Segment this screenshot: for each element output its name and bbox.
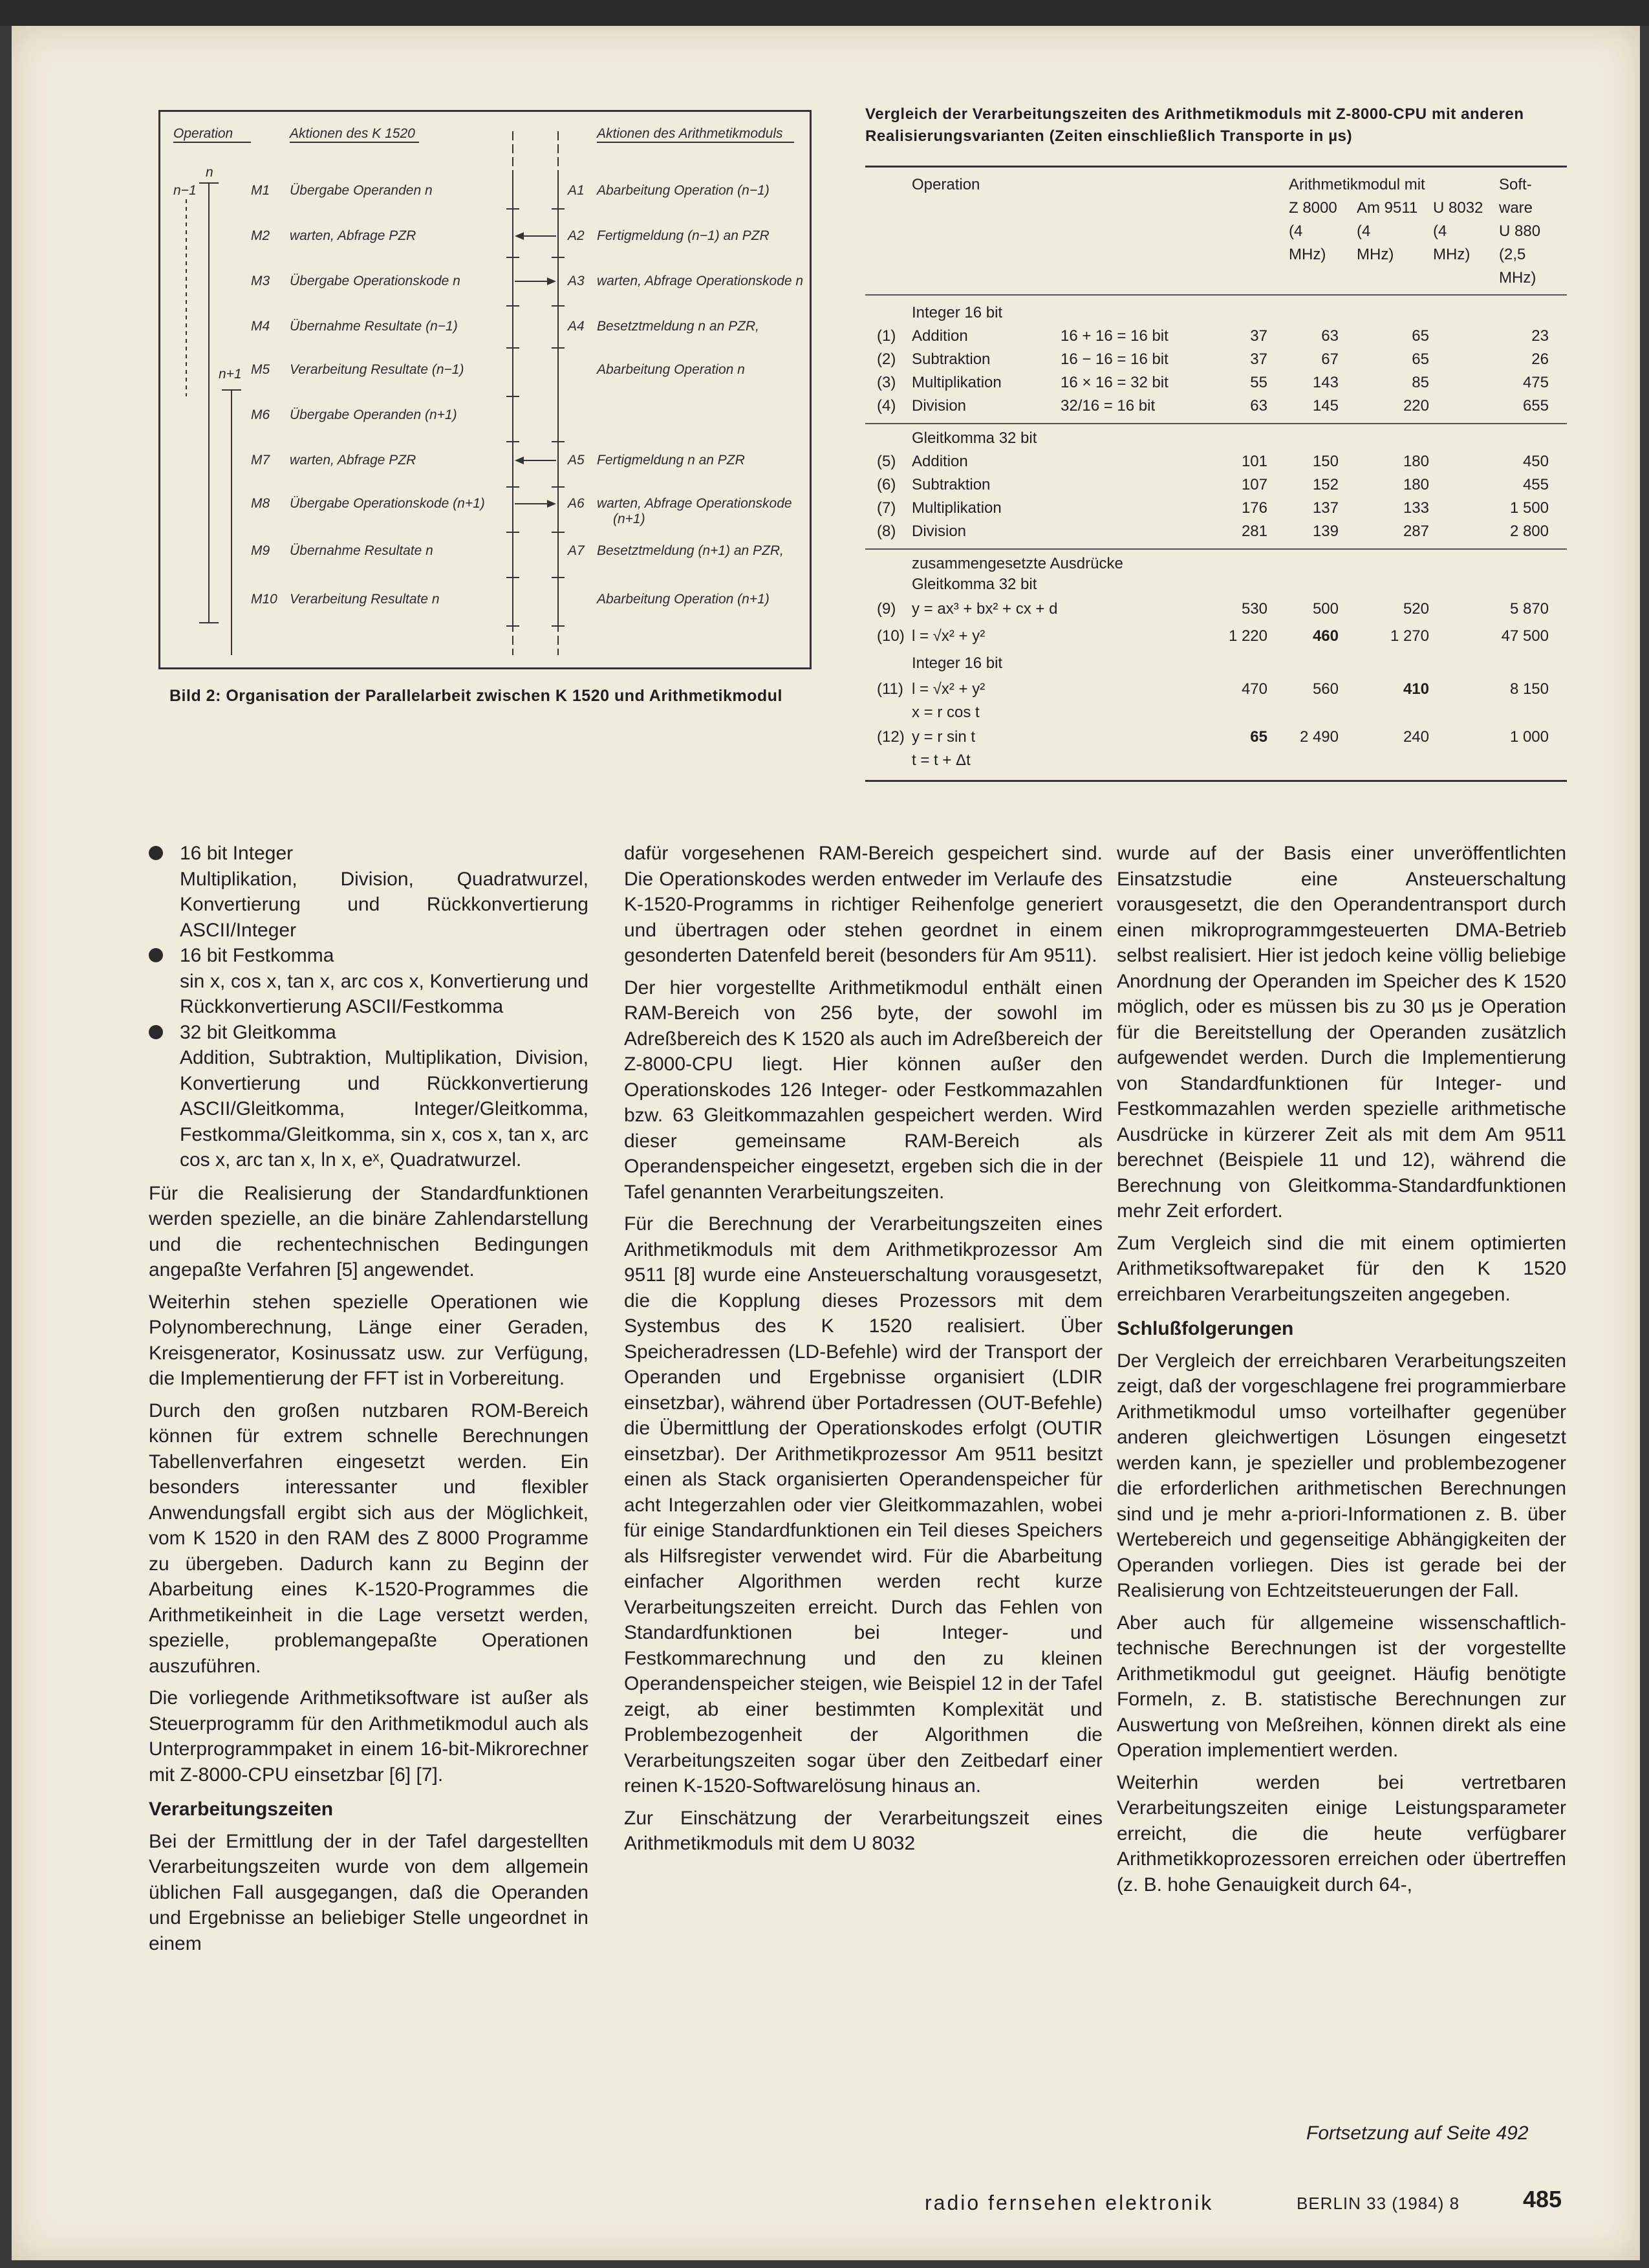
svg-text:M2: M2 bbox=[251, 228, 270, 243]
svg-text:M1: M1 bbox=[251, 183, 270, 198]
th-mhz2-0: MHz) bbox=[1289, 246, 1326, 263]
table-cell: 530 bbox=[1241, 600, 1267, 618]
table-cell: 520 bbox=[1403, 600, 1429, 618]
th-mhz2-3: MHz) bbox=[1499, 269, 1536, 286]
th-mhz2-1: MHz) bbox=[1357, 246, 1394, 263]
table-cell: 37 bbox=[1250, 351, 1267, 368]
table-cell: 143 bbox=[1312, 374, 1339, 391]
table-cell: 1 220 bbox=[1228, 627, 1267, 645]
table-row-operation: Division bbox=[912, 397, 967, 415]
svg-text:Abarbeitung Operation (n+1): Abarbeitung Operation (n+1) bbox=[597, 592, 770, 607]
table-row-format: 32/16 = 16 bit bbox=[1061, 397, 1156, 415]
paragraph: Der Vergleich der erreichbaren Verarbeitungszeiten zeigt, daß der vorgeschlagene frei programmierbare Arithmetikmodul umso vorteilhafter gegenüber anderen gleichwertigen Lösungen eingesetzt werden kann, je spezieller und problembezogener die erforderlichen arithmetischen Berechnungen sind und je mehr a-priori-Informationen z. B. über Wertebereich und gegenseitige Abhängigkeiten der Operanden vorliegen. Dies ist gerade bei der Realisierung von Echtzeitsteuerungen der Fall. bbox=[1117, 1350, 1566, 1601]
fig-row-2 bbox=[251, 228, 770, 243]
fig-row-3 bbox=[251, 274, 803, 288]
th-mhz-1: (4 bbox=[1357, 222, 1371, 240]
fig-row-8 bbox=[251, 496, 792, 526]
svg-text:Fertigmeldung (n−1) an PZR: Fertigmeldung (n−1) an PZR bbox=[597, 228, 770, 243]
paragraph: Aber auch für allgemeine wissenschaftlich-technische Berechnungen ist der vorgestellte Arithmetikmodul gut geeignet. Häufig benötigte Formeln, z. B. statistische Berechnungen zur Auswertung von Meßreihen, können direkt als eine Operation implementiert werden. bbox=[1117, 1612, 1566, 1761]
table-row-number: (12) bbox=[877, 728, 905, 746]
table-cell: 1 270 bbox=[1390, 627, 1429, 645]
fig-row-9 bbox=[251, 543, 784, 558]
table-group-label: zusammengesetzte Ausdrücke bbox=[912, 555, 1123, 572]
svg-text:Übergabe Operationskode n: Übergabe Operationskode n bbox=[290, 274, 460, 288]
text-column-3 bbox=[1117, 841, 1566, 1904]
svg-text:M10: M10 bbox=[251, 592, 277, 607]
table-cell: 410 bbox=[1403, 680, 1429, 698]
fig-row-5 bbox=[251, 362, 745, 377]
table-cell: 176 bbox=[1241, 499, 1267, 517]
scan-top-edge bbox=[0, 0, 1649, 26]
table-title: Vergleich der Verarbeitungszeiten des Arithmetikmoduls mit Z-8000-CPU mit anderen Realisierungsvarianten (Zeiten einschließlich Transporte in µs) bbox=[865, 105, 1524, 145]
table-cell: 65 bbox=[1412, 327, 1429, 345]
svg-text:warten, Abfrage Operationskode: warten, Abfrage Operationskode bbox=[597, 496, 792, 511]
table-cell: 220 bbox=[1403, 397, 1429, 415]
th-operation: Operation bbox=[912, 176, 980, 193]
text-column-2 bbox=[624, 841, 1103, 1863]
bullet-icon bbox=[149, 846, 163, 860]
table-row-operation: Multiplikation bbox=[912, 499, 1002, 517]
paragraph: Weiterhin werden bei vertretbaren Verarbeitungszeiten einige Leistungsparameter erreicht, die die heute verfügbarer Arithmetikkoprozessoren erreichen oder übertreffen (z. B. hohe Genauigkeit durch 64-, bbox=[1117, 1771, 1566, 1895]
table-cell: 101 bbox=[1241, 453, 1267, 470]
svg-text:Besetztmeldung n an PZR,: Besetztmeldung n an PZR, bbox=[597, 319, 759, 334]
parallel-organization-diagram bbox=[160, 112, 814, 671]
table-cell: 152 bbox=[1312, 476, 1339, 493]
th-col-2: U 8032 bbox=[1433, 199, 1483, 217]
svg-text:Verarbeitung Resultate n: Verarbeitung Resultate n bbox=[290, 592, 440, 607]
table-cell: 287 bbox=[1403, 523, 1429, 540]
table-cell: 47 500 bbox=[1501, 627, 1549, 645]
table-cell: 67 bbox=[1321, 351, 1339, 368]
table-cell: 37 bbox=[1250, 327, 1267, 345]
list-item: 16 bit Integer Multiplikation, Division, Quadratwurzel, Konvertierung und Rückkonvertierung ASCII/Integer bbox=[149, 841, 588, 943]
svg-text:M4: M4 bbox=[251, 319, 270, 334]
paragraph: Für die Realisierung der Standardfunktionen werden spezielle, an die binäre Zahlendarstellung und die rechentechnischen Bedingungen angepaßte Verfahren [5] angewendet. bbox=[149, 1182, 588, 1280]
svg-text:M3: M3 bbox=[251, 274, 270, 288]
table-cell: 133 bbox=[1403, 499, 1429, 517]
svg-text:Abarbeitung Operation n: Abarbeitung Operation n bbox=[597, 362, 745, 377]
svg-text:A4: A4 bbox=[568, 319, 585, 334]
table-row-operation: l = √x² + y² bbox=[912, 627, 986, 645]
fig-row-10 bbox=[251, 592, 770, 607]
table-cell: 63 bbox=[1250, 397, 1267, 415]
table-cell: 240 bbox=[1403, 728, 1429, 746]
paragraph: Bei der Ermittlung der in der Tafel dargestellten Verarbeitungszeiten wurde von dem allgemein üblichen Fall ausgegangen, daß die Operanden und Ergebnisse an beliebiger Stelle ungeordnet in einem bbox=[149, 1830, 588, 1954]
th-mhz-2: (4 bbox=[1433, 222, 1447, 240]
table-group-label: Gleitkomma 32 bit bbox=[912, 576, 1037, 593]
svg-text:Verarbeitung Resultate (n−1): Verarbeitung Resultate (n−1) bbox=[290, 362, 464, 377]
table-cell: 2 490 bbox=[1299, 728, 1339, 746]
bullet-icon bbox=[149, 948, 163, 962]
section-heading: Verarbeitungszeiten bbox=[149, 1798, 334, 1820]
figure-box bbox=[158, 110, 812, 669]
table-row-number: (9) bbox=[877, 600, 896, 618]
table-row-operation: Division bbox=[912, 523, 967, 540]
table-cell: 63 bbox=[1321, 327, 1339, 345]
paragraph: Zur Einschätzung der Verarbeitungszeit eines Arithmetikmoduls mit dem U 8032 bbox=[624, 1807, 1103, 1854]
table-cell: 145 bbox=[1312, 397, 1339, 415]
table-row-operation: x = r cos t bbox=[912, 704, 980, 721]
table-cell: 85 bbox=[1412, 374, 1429, 391]
table-row-operation: t = t + Δt bbox=[912, 751, 971, 769]
continuation-note: Fortsetzung auf Seite 492 bbox=[1306, 2122, 1529, 2144]
table-cell: 137 bbox=[1312, 499, 1339, 517]
table-row-number: (3) bbox=[877, 374, 896, 391]
paragraph: dafür vorgesehenen RAM-Bereich gespeichert sind. Die Operationskodes werden entweder im Verlaufe des K-1520-Programms in richtiger Reihenfolge generiert und übertragen oder stehen geordnet in einem gesonderten Datenfeld bereit (besonders für Am 9511). bbox=[624, 843, 1103, 966]
table-row-number: (6) bbox=[877, 476, 896, 493]
svg-text:Abarbeitung Operation (n−1): Abarbeitung Operation (n−1) bbox=[597, 183, 770, 198]
table-cell: 180 bbox=[1403, 476, 1429, 493]
table-group-label: Integer 16 bit bbox=[912, 304, 1003, 321]
table-row-operation: Addition bbox=[912, 453, 968, 470]
table-cell: 500 bbox=[1312, 600, 1339, 618]
table-row-format: 16 − 16 = 16 bit bbox=[1061, 351, 1169, 368]
svg-text:(n+1): (n+1) bbox=[613, 512, 645, 526]
svg-text:A7: A7 bbox=[568, 543, 585, 558]
svg-text:Übergabe Operanden (n+1): Übergabe Operanden (n+1) bbox=[290, 407, 457, 422]
fig-header-k1520: Aktionen des K 1520 bbox=[290, 126, 415, 141]
svg-text:M9: M9 bbox=[251, 543, 270, 558]
table-row-operation: y = r sin t bbox=[912, 728, 976, 746]
table-cell: 55 bbox=[1250, 374, 1267, 391]
svg-text:Übergabe Operanden n: Übergabe Operanden n bbox=[290, 183, 433, 198]
table-row-operation: Multiplikation bbox=[912, 374, 1002, 391]
table-row-operation: Subtraktion bbox=[912, 476, 991, 493]
table-row-number: (2) bbox=[877, 351, 896, 368]
table-cell: 180 bbox=[1403, 453, 1429, 470]
fig-header-arith: Aktionen des Arithmetikmoduls bbox=[597, 126, 783, 141]
text-column-1 bbox=[149, 841, 588, 1963]
fig-row-7 bbox=[251, 453, 745, 468]
table-row-operation: Addition bbox=[912, 327, 968, 345]
th-col-1: Am 9511 bbox=[1357, 199, 1418, 217]
fig-marker-n-minus-1: n−1 bbox=[173, 183, 197, 198]
svg-text:warten, Abfrage PZR: warten, Abfrage PZR bbox=[290, 453, 416, 468]
table-row-operation: y = ax³ + bx² + cx + d bbox=[912, 600, 1058, 618]
paragraph: Der hier vorgestellte Arithmetikmodul enthält einen RAM-Bereich von 256 byte, der sowohl im Adreßbereich des K 1520 als auch im Adreßbereich der Z-8000-CPU liegt. Hier können außer den Operationskodes 126 Integer- oder Festkommazahlen bzw. 63 Gleitkommazahlen gespeichert werden. Wird dieser gemeinsame RAM-Bereich als Operandenspeicher eingesetzt, ergeben sich die in der Tafel genannten Verarbeitungszeiten. bbox=[624, 977, 1103, 1203]
section-heading: Schlußfolgerungen bbox=[1117, 1318, 1294, 1339]
svg-text:A3: A3 bbox=[568, 274, 585, 288]
svg-text:Übergabe Operationskode (n+1): Übergabe Operationskode (n+1) bbox=[290, 496, 485, 511]
table-cell: 23 bbox=[1531, 327, 1549, 345]
svg-text:Fertigmeldung n an PZR: Fertigmeldung n an PZR bbox=[597, 453, 745, 468]
th-mhz-0: (4 bbox=[1289, 222, 1303, 240]
paragraph: Für die Berechnung der Verarbeitungszeiten eines Arithmetikmoduls mit dem Arithmetikprozessor Am 9511 [8] wurde eine Ansteuerschaltung vorausgesetzt, die die Kopplung dieses Prozessors mit dem Systembus des K 1520 realisiert. Über Speicheradressen (LD-Befehle) wird der Transport der Operanden und Ergebnisse organisiert (LDIR einsetzbar), während über Portadressen (OUT-Befehle) die Übermittlung der Operationskodes erfolgt (OUTIR einsetzbar). Der Arithmetikprozessor Am 9511 besitzt einen als Stack organisierten Operandenspeicher für acht Integerzahlen oder vier Gleitkommazahlen, wobei für einige Standardfunktionen ein Teil dieses Speichers als Hilfsregister verwendet wird. Für die Abarbeitung einfacher Algorithmen werden recht kurze Verarbeitungszeiten erreicht. Durch das Fehlen von Standardfunktionen bei Integer- und Festkommarechnung und den zu kleinen Operandenspeicher steigen, wie Beispiel 12 in der Tafel zeigt, ab einer bestimmten Komplexität und Problembezogenheit der Algorithmen die Verarbeitungszeiten sogar über den Zeitbedarf einer reinen K-1520-Softwarelösung hinaus an. bbox=[624, 1213, 1103, 1797]
paragraph: Zum Vergleich sind die mit einem optimierten Arithmetiksoftwarepaket für den K 1520 erreichbaren Verarbeitungszeiten angegeben. bbox=[1117, 1232, 1566, 1305]
table-cell: 1 500 bbox=[1509, 499, 1549, 517]
table-group-label: Gleitkomma 32 bit bbox=[912, 429, 1037, 447]
table-cell: 1 000 bbox=[1509, 728, 1549, 746]
svg-text:M6: M6 bbox=[251, 407, 270, 422]
list-item: 32 bit Gleitkomma Addition, Subtraktion, Multiplikation, Division, Konvertierung und Rückkonvertierung ASCII/Gleitkomma, Integer/Gleitkomma, Festkomma/Gleitkomma, sin x, cos x, tan x, arc cos x, arc tan x, ln x, eˣ, Quadratwurzel. bbox=[149, 1020, 588, 1173]
svg-text:warten, Abfrage PZR: warten, Abfrage PZR bbox=[290, 228, 416, 243]
table-cell: 139 bbox=[1312, 523, 1339, 540]
svg-text:A1: A1 bbox=[568, 183, 585, 198]
svg-text:M7: M7 bbox=[251, 453, 270, 468]
fig-row-6 bbox=[251, 407, 457, 422]
list-item: 16 bit Festkomma sin x, cos x, tan x, arc cos x, Konvertierung und Rückkonvertierung ASCII/Festkomma bbox=[149, 943, 588, 1020]
fig-header-operation: Operation bbox=[173, 126, 233, 141]
table-row-number: (8) bbox=[877, 523, 896, 540]
table-cell: 560 bbox=[1312, 680, 1339, 698]
table-cell: 470 bbox=[1241, 680, 1267, 698]
svg-text:A6: A6 bbox=[568, 496, 585, 511]
table-cell: 107 bbox=[1241, 476, 1267, 493]
table-cell: 455 bbox=[1522, 476, 1549, 493]
table-cell: 655 bbox=[1522, 397, 1549, 415]
svg-text:M8: M8 bbox=[251, 496, 270, 511]
paragraph: Weiterhin stehen spezielle Operationen wie Polynomberechnung, Länge einer Geraden, Kreisgenerator, Kosinussatz usw. zur Verfügung, die Implementierung der FFT ist in Vorbereitung. bbox=[149, 1291, 588, 1389]
paragraph: Durch den großen nutzbaren ROM-Bereich können für extrem schnelle Berechnungen Tabellenverfahren eingesetzt werden. Ein besonders interessanter und flexibler Anwendungsfall ergibt sich aus der Möglichkeit, vom K 1520 in den RAM des Z 8000 Programme zu übergeben. Dadurch kann zu Beginn der Abarbeitung eines K-1520-Programmes die Arithmetikeinheit in die Lage versetzt werden, spezielle, problemangepaßte Operationen auszuführen. bbox=[149, 1399, 588, 1677]
table-cell: 8 150 bbox=[1509, 680, 1549, 698]
fig-marker-n-plus-1: n+1 bbox=[219, 367, 242, 382]
table-row-operation: l = √x² + y² bbox=[912, 680, 986, 698]
table-cell: 281 bbox=[1241, 523, 1267, 540]
th-col-3: U 880 bbox=[1499, 222, 1541, 240]
svg-text:A5: A5 bbox=[568, 453, 585, 468]
table-group-label: Integer 16 bit bbox=[912, 654, 1003, 672]
th-arith: Arithmetikmodul mit bbox=[1289, 176, 1425, 193]
table-row-number: (10) bbox=[877, 627, 905, 645]
table-cell: 65 bbox=[1412, 351, 1429, 368]
svg-text:Besetztmeldung (n+1) an PZR,: Besetztmeldung (n+1) an PZR, bbox=[597, 543, 784, 558]
table-cell: 65 bbox=[1250, 728, 1267, 746]
table-cell: 460 bbox=[1312, 627, 1339, 645]
page-number: 485 bbox=[1523, 2186, 1562, 2212]
table-row-operation: Subtraktion bbox=[912, 351, 991, 368]
table-cell: 450 bbox=[1522, 453, 1549, 470]
svg-text:warten, Abfrage Operationskode: warten, Abfrage Operationskode n bbox=[597, 274, 804, 288]
table-top-rule bbox=[865, 166, 1567, 167]
svg-text:Übernahme Resultate n: Übernahme Resultate n bbox=[290, 543, 433, 558]
th-mhz-3: (2,5 bbox=[1499, 246, 1526, 263]
fig-row-4 bbox=[251, 319, 759, 334]
table-cell: 26 bbox=[1531, 351, 1549, 368]
fig-marker-n: n bbox=[206, 165, 213, 180]
table-cell: 2 800 bbox=[1509, 523, 1549, 540]
fig-row-1 bbox=[251, 183, 770, 198]
table-cell: 475 bbox=[1522, 374, 1549, 391]
table-row-format: 16 + 16 = 16 bit bbox=[1061, 327, 1169, 345]
paragraph: wurde auf der Basis einer unveröffentlichten Einsatzstudie eine Ansteuerschaltung vorausgesetzt, die den Operandentransport durch einen mikroprogrammgesteuerten DMA-Betrieb selbst realisiert. Hier ist jedoch keine völlig beliebige Anordnung der Operanden im Speicher des K 1520 möglich, oder es müssen bis zu 30 µs je Operation für die Bereitstellung der Operanden zusätzlich aufgewendet werden. Durch die Implementierung von Standardfunktionen für Integer- und Festkommazahlen werden spezielle arithmetische Ausdrücke in kürzerer Zeit als mit dem Am 9511 berechnet (Beispiele 11 und 12), während die Berechnung von Gleitkomma-Standardfunktionen mehr Zeit erfordert. bbox=[1117, 843, 1566, 1222]
figure-caption: Bild 2: Organisation der Parallelarbeit zwischen K 1520 und Arithmetikmodul bbox=[169, 687, 782, 705]
table-cell: 150 bbox=[1312, 453, 1339, 470]
svg-text:Übernahme Resultate (n−1): Übernahme Resultate (n−1) bbox=[290, 319, 458, 334]
table-row-format: 16 × 16 = 32 bit bbox=[1061, 374, 1169, 391]
th-soft2: ware bbox=[1499, 199, 1533, 217]
bullet-icon bbox=[149, 1025, 163, 1039]
th-col-0: Z 8000 bbox=[1289, 199, 1337, 217]
svg-text:M5: M5 bbox=[251, 362, 270, 377]
table-row-number: (4) bbox=[877, 397, 896, 415]
issue-info: BERLIN 33 (1984) 8 bbox=[1297, 2194, 1460, 2213]
paragraph: Die vorliegende Arithmetiksoftware ist außer als Steuerprogramm für den Arithmetikmodul auch als Unterprogrammpaket in einem 16-bit-Mikrorechner mit Z-8000-CPU einsetzbar [6] [7]. bbox=[149, 1687, 588, 1786]
table-row-number: (11) bbox=[877, 680, 903, 698]
table-row-number: (7) bbox=[877, 499, 896, 517]
svg-text:A2: A2 bbox=[568, 228, 585, 243]
journal-name: radio fernsehen elektronik bbox=[925, 2191, 1214, 2214]
th-soft: Soft- bbox=[1499, 176, 1532, 193]
th-mhz2-2: MHz) bbox=[1433, 246, 1471, 263]
table-cell: 5 870 bbox=[1509, 600, 1549, 618]
table-row-number: (5) bbox=[877, 453, 896, 470]
table-row-number: (1) bbox=[877, 327, 896, 345]
